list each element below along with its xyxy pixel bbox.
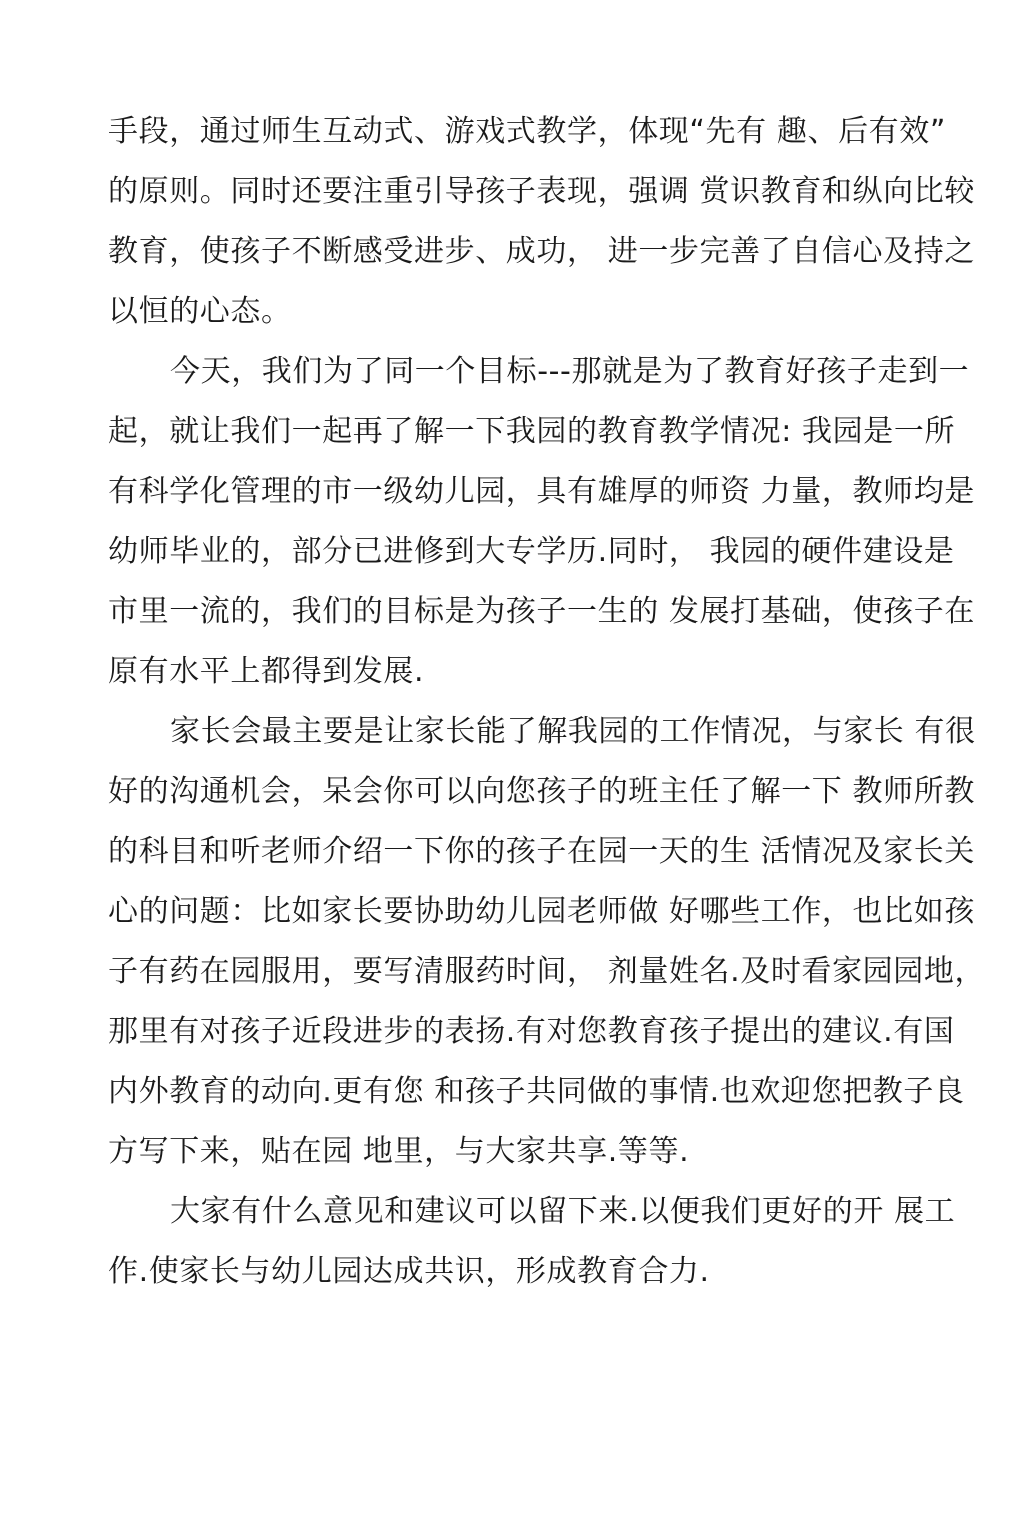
paragraph-2-line-2: 起，就让我们一起再了解一下我园的教育教学情况: 我园是一所 [108,414,956,449]
paragraph-3-line-8: 方写下来，贴在园 地里，与大家共享.等等. [108,1134,690,1169]
paragraph-1-line-3: 教育，使孩子不断感受进步、成功， 进一步完善了自信心及持之 [108,234,975,269]
paragraph-2-line-6: 原有水平上都得到发展. [108,654,425,689]
paragraph-2-line-3: 有科学化管理的市一级幼儿园，具有雄厚的师资 力量，教师均是 [108,474,975,509]
paragraph-3-line-3: 的科目和听老师介绍一下你的孩子在园一天的生 活情况及家长关 [108,834,975,869]
paragraph-2-line-5: 市里一流的，我们的目标是为孩子一生的 发展打基础，使孩子在 [108,594,975,629]
paragraph-3-line-1: 家长会最主要是让家长能了解我园的工作情况，与家长 有很 [170,714,976,749]
paragraph-3-line-6: 那里有对孩子近段进步的表扬.有对您教育孩子提出的建议.有国 [108,1014,955,1049]
paragraph-1-line-2: 的原则。同时还要注重引导孩子表现，强调 赏识教育和纵向比较 [108,174,975,209]
paragraph-1-line-4: 以恒的心态。 [108,294,292,329]
paragraph-2-line-4: 幼师毕业的，部分已进修到大专学历.同时， 我园的硬件建设是 [108,534,955,569]
paragraph-4-line-1: 大家有什么意见和建议可以留下来.以便我们更好的开 展工 [170,1194,956,1229]
paragraph-2-line-1: 今天，我们为了同一个目标---那就是为了教育好孩子走到一 [170,354,970,389]
paragraph-4-line-2: 作.使家长与幼儿园达成共识，形成教育合力. [108,1254,710,1289]
paragraph-3-line-7: 内外教育的动向.更有您 和孩子共同做的事情.也欢迎您把教子良 [108,1074,965,1109]
paragraph-1-line-1: 手段，通过师生互动式、游戏式教学，体现“先有 趣、后有效” [108,114,947,149]
paragraph-3-line-4: 心的问题：比如家长要协助幼儿园老师做 好哪些工作，也比如孩 [108,894,975,929]
paragraph-3-line-5: 子有药在园服用，要写清服药时间， 剂量姓名.及时看家园园地， [108,954,986,989]
paragraph-3-line-2: 好的沟通机会，呆会你可以向您孩子的班主任了解一下 教师所教 [108,774,975,809]
